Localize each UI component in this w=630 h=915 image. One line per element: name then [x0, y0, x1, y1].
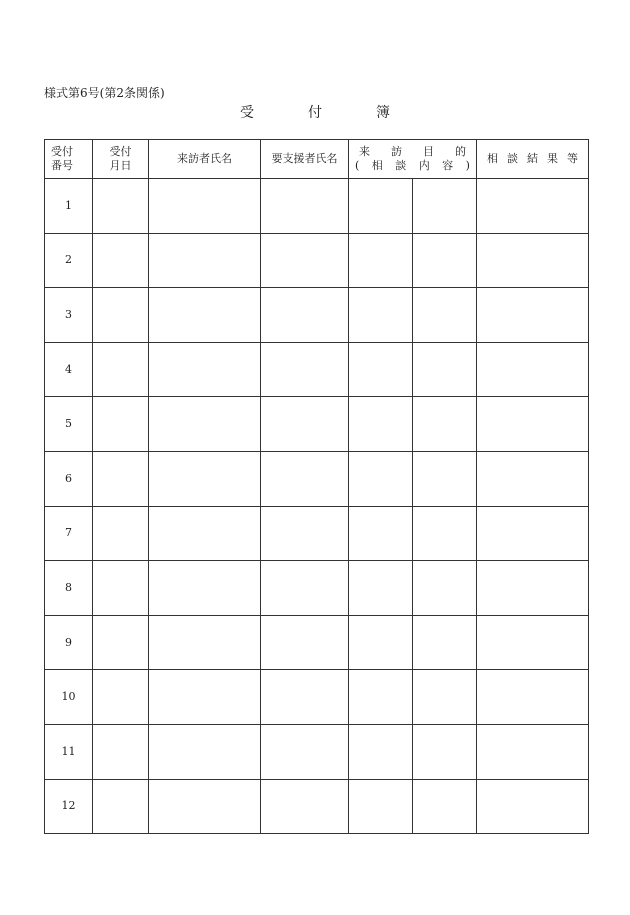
header-text: ( [355, 159, 360, 172]
reception-ledger-table [44, 139, 589, 834]
row-number: 4 [45, 342, 93, 397]
support-person-cell[interactable] [261, 233, 349, 288]
result-cell[interactable] [477, 615, 589, 670]
table-row [45, 451, 589, 506]
purpose-cell-a[interactable] [349, 288, 413, 343]
visitor-name-cell[interactable] [149, 615, 261, 670]
header-text: 果 [547, 152, 558, 165]
date-cell[interactable] [93, 670, 149, 725]
row-number: 9 [45, 615, 93, 670]
purpose-cell-b[interactable] [413, 615, 477, 670]
purpose-cell-b[interactable] [413, 506, 477, 561]
row-number: 1 [45, 179, 93, 234]
date-cell[interactable] [93, 506, 149, 561]
result-cell[interactable] [477, 506, 589, 561]
visitor-name-cell[interactable] [149, 506, 261, 561]
header-visit-purpose [349, 140, 477, 179]
purpose-cell-a[interactable] [349, 342, 413, 397]
support-person-cell[interactable] [261, 179, 349, 234]
date-cell[interactable] [93, 724, 149, 779]
row-number: 12 [45, 779, 93, 834]
row-number: 11 [45, 724, 93, 779]
header-text: 内 [418, 159, 430, 172]
purpose-cell-b[interactable] [413, 779, 477, 834]
header-text: 目 [423, 145, 434, 158]
header-text: 談 [395, 159, 407, 172]
header-text: 結 [527, 152, 538, 165]
result-cell[interactable] [477, 179, 589, 234]
purpose-cell-a[interactable] [349, 451, 413, 506]
row-number: 8 [45, 561, 93, 616]
date-cell[interactable] [93, 288, 149, 343]
visitor-name-cell[interactable] [149, 670, 261, 725]
table-row [45, 506, 589, 561]
support-person-cell[interactable] [261, 561, 349, 616]
visitor-name-cell[interactable] [149, 451, 261, 506]
purpose-cell-b[interactable] [413, 288, 477, 343]
support-person-cell[interactable] [261, 615, 349, 670]
title-char: 簿 [376, 105, 390, 121]
header-text: 談 [507, 152, 518, 165]
row-number: 6 [45, 451, 93, 506]
result-cell[interactable] [477, 451, 589, 506]
table-row [45, 233, 589, 288]
title-char: 受 [240, 105, 254, 121]
visitor-name-cell[interactable] [149, 342, 261, 397]
date-cell[interactable] [93, 179, 149, 234]
result-cell[interactable] [477, 670, 589, 725]
header-text: 番号 [51, 159, 73, 172]
date-cell[interactable] [93, 342, 149, 397]
purpose-cell-a[interactable] [349, 724, 413, 779]
document-title [240, 102, 390, 122]
ledger-body [45, 179, 589, 834]
purpose-cell-a[interactable] [349, 670, 413, 725]
header-visitor-name: 来訪者氏名 [149, 140, 261, 179]
visitor-name-cell[interactable] [149, 233, 261, 288]
visitor-name-cell[interactable] [149, 179, 261, 234]
support-person-cell[interactable] [261, 288, 349, 343]
table-row [45, 397, 589, 452]
purpose-cell-a[interactable] [349, 615, 413, 670]
result-cell[interactable] [477, 342, 589, 397]
header-row [45, 140, 589, 179]
date-cell[interactable] [93, 233, 149, 288]
visitor-name-cell[interactable] [149, 561, 261, 616]
header-consultation-result [477, 140, 589, 179]
table-row [45, 724, 589, 779]
support-person-cell[interactable] [261, 670, 349, 725]
purpose-cell-a[interactable] [349, 561, 413, 616]
result-cell[interactable] [477, 288, 589, 343]
purpose-cell-a[interactable] [349, 397, 413, 452]
visitor-name-cell[interactable] [149, 779, 261, 834]
support-person-cell[interactable] [261, 342, 349, 397]
table-row [45, 288, 589, 343]
support-person-cell[interactable] [261, 779, 349, 834]
purpose-cell-b[interactable] [413, 179, 477, 234]
date-cell[interactable] [93, 451, 149, 506]
header-text: 的 [455, 145, 466, 158]
table-row [45, 561, 589, 616]
header-reception-number [45, 140, 93, 179]
header-text: 容 [442, 159, 454, 172]
purpose-cell-b[interactable] [413, 397, 477, 452]
header-support-person-name: 要支援者氏名 [261, 140, 349, 179]
row-number: 7 [45, 506, 93, 561]
header-text: 相 [487, 152, 498, 165]
title-char: 付 [308, 105, 322, 121]
visitor-name-cell[interactable] [149, 397, 261, 452]
row-number: 2 [45, 233, 93, 288]
visitor-name-cell[interactable] [149, 288, 261, 343]
purpose-cell-b[interactable] [413, 561, 477, 616]
table-row [45, 670, 589, 725]
table-row [45, 342, 589, 397]
header-text: 訪 [391, 145, 402, 158]
purpose-cell-a[interactable] [349, 506, 413, 561]
header-text: 受付 [51, 145, 73, 158]
purpose-cell-a[interactable] [349, 779, 413, 834]
row-number: 5 [45, 397, 93, 452]
table-row [45, 779, 589, 834]
purpose-cell-b[interactable] [413, 451, 477, 506]
header-text: 等 [567, 152, 578, 165]
header-text: 受付 [109, 145, 132, 158]
header-text: 相 [371, 159, 383, 172]
purpose-cell-b[interactable] [413, 670, 477, 725]
purpose-cell-a[interactable] [349, 233, 413, 288]
date-cell[interactable] [93, 615, 149, 670]
header-text: 来 [359, 145, 370, 158]
result-cell[interactable] [477, 561, 589, 616]
result-cell[interactable] [477, 397, 589, 452]
support-person-cell[interactable] [261, 451, 349, 506]
result-cell[interactable] [477, 779, 589, 834]
header-text: 月日 [109, 159, 132, 172]
date-cell[interactable] [93, 561, 149, 616]
result-cell[interactable] [477, 233, 589, 288]
date-cell[interactable] [93, 397, 149, 452]
header-reception-date [93, 140, 149, 179]
visitor-name-cell[interactable] [149, 724, 261, 779]
support-person-cell[interactable] [261, 724, 349, 779]
table-row [45, 179, 589, 234]
header-text: ) [465, 159, 470, 172]
support-person-cell[interactable] [261, 506, 349, 561]
purpose-cell-a[interactable] [349, 179, 413, 234]
form-number: 様式第6号(第2条関係) [44, 86, 165, 100]
purpose-cell-b[interactable] [413, 724, 477, 779]
row-number: 3 [45, 288, 93, 343]
purpose-cell-b[interactable] [413, 233, 477, 288]
table-row [45, 615, 589, 670]
result-cell[interactable] [477, 724, 589, 779]
row-number: 10 [45, 670, 93, 725]
purpose-cell-b[interactable] [413, 342, 477, 397]
date-cell[interactable] [93, 779, 149, 834]
support-person-cell[interactable] [261, 397, 349, 452]
